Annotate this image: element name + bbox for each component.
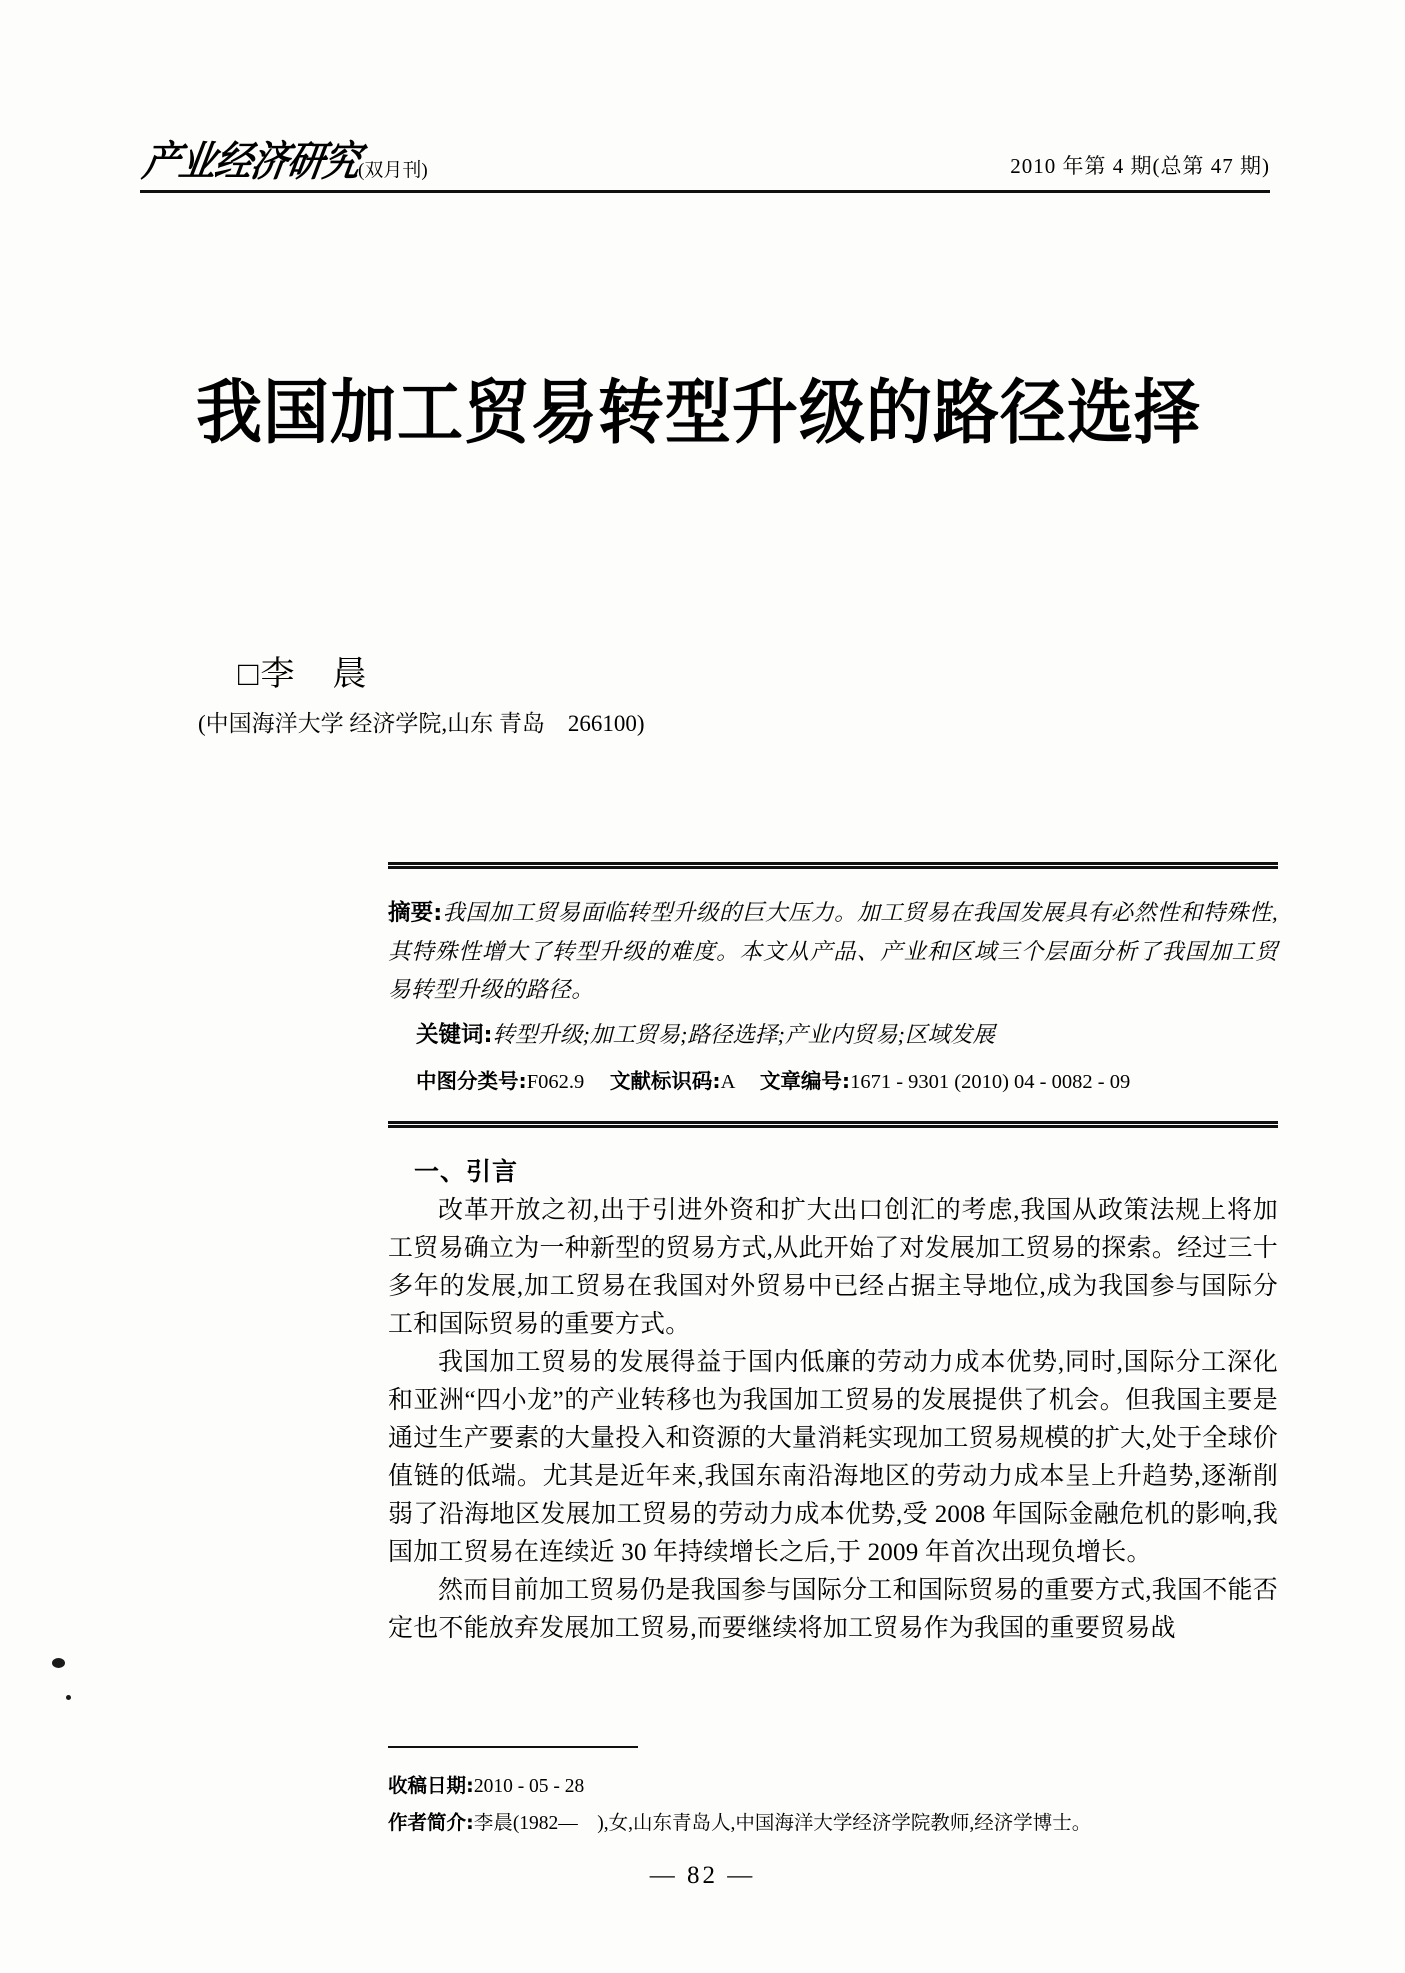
keywords-line	[388, 1016, 1278, 1055]
journal-subtitle: (双月刊)	[358, 160, 428, 181]
abstract-paragraph	[388, 894, 1278, 1010]
journal-masthead	[139, 136, 428, 186]
classification-line	[388, 1065, 1278, 1099]
journal-masthead-title: 产业经济研究	[139, 136, 364, 186]
doc-code-label: 文献标识码:	[609, 1068, 721, 1093]
received-date-row	[388, 1768, 1278, 1805]
footnote-block	[388, 1768, 1278, 1842]
author-bio-value: 李晨(1982— ),女,山东青岛人,中国海洋大学经济学院教师,经济学博士。	[473, 1813, 1092, 1835]
author-marker-icon: □	[238, 656, 261, 693]
section-heading: 一、引言	[414, 1157, 519, 1186]
issue-line: 2010 年第 4 期(总第 47 期)	[1010, 154, 1270, 178]
scan-speck	[66, 1695, 71, 1700]
abstract-block	[388, 862, 1278, 1124]
clc-value: F062.9	[526, 1070, 585, 1093]
keywords-label: 关键词:	[416, 1022, 493, 1049]
body-column	[388, 1152, 1278, 1648]
article-id-label: 文章编号:	[759, 1068, 851, 1093]
running-head-rule	[140, 190, 1270, 193]
body-paragraph: 我国加工贸易的发展得益于国内低廉的劳动力成本优势,同时,国际分工深化和亚洲“四小龙”的产业转移也为我国加工贸易的发展提供了机会。但我国主要是通过生产要素的大量投入和资源的大量消耗实现加工贸易规模的扩大,处于全球价值链的低端。尤其是近年来,我国东南沿海地区的劳动力成本呈上升趋势,逐渐削弱了沿海地区发展加工贸易的劳动力成本优势,受 2008 年国际金融危机的影响,我国加工贸易在连续近 30 年持续增长之后,于 2009 年首次出现负增长。	[388, 1349, 1278, 1566]
doc-code-value: A	[720, 1070, 735, 1093]
body-paragraph: 然而目前加工贸易仍是我国参与国际分工和国际贸易的重要方式,我国不能否定也不能放弃发展加工贸易,而要继续将加工贸易作为我国的重要贸易战	[388, 1577, 1278, 1642]
clc-label: 中图分类号:	[416, 1068, 527, 1093]
article-id-value: 1671 - 9301 (2010) 04 - 0082 - 09	[850, 1070, 1131, 1093]
keywords-value: 转型升级;加工贸易;路径选择;产业内贸易;区域发展	[492, 1022, 995, 1048]
running-head	[140, 118, 1270, 188]
footnote-rule	[388, 1746, 638, 1748]
received-date-label: 收稿日期:	[388, 1774, 474, 1797]
author-name: 李 晨	[260, 656, 369, 693]
page-number: — 82 —	[649, 1862, 756, 1889]
abstract-text: 我国加工贸易面临转型升级的巨大压力。加工贸易在我国发展具有必然性和特殊性,其特殊性增大了转型升级的难度。本文从产品、产业和区域三个层面分析了我国加工贸易转型升级的路径。	[388, 900, 1279, 1003]
article-title: 我国加工贸易转型升级的路径选择	[196, 372, 1201, 454]
abstract-label: 摘要:	[388, 900, 443, 926]
abstract-top-rule	[388, 862, 1278, 865]
abstract-bottom-rule	[388, 1121, 1278, 1124]
author-bio-label: 作者简介:	[388, 1811, 474, 1835]
received-date-value: 2010 - 05 - 28	[473, 1776, 585, 1797]
scan-speck	[52, 1658, 65, 1668]
abstract-body	[388, 874, 1278, 1113]
affiliation: (中国海洋大学 经济学院,山东 青岛 266100)	[198, 711, 645, 736]
author-bio-row	[388, 1805, 1278, 1842]
body-paragraph: 改革开放之初,出于引进外资和扩大出口创汇的考虑,我国从政策法规上将加工贸易确立为一种新型的贸易方式,从此开始了对发展加工贸易的探索。经过三十多年的发展,加工贸易在我国对外贸易中已经占据主导地位,成为我国参与国际分工和国际贸易的重要方式。	[388, 1197, 1278, 1338]
